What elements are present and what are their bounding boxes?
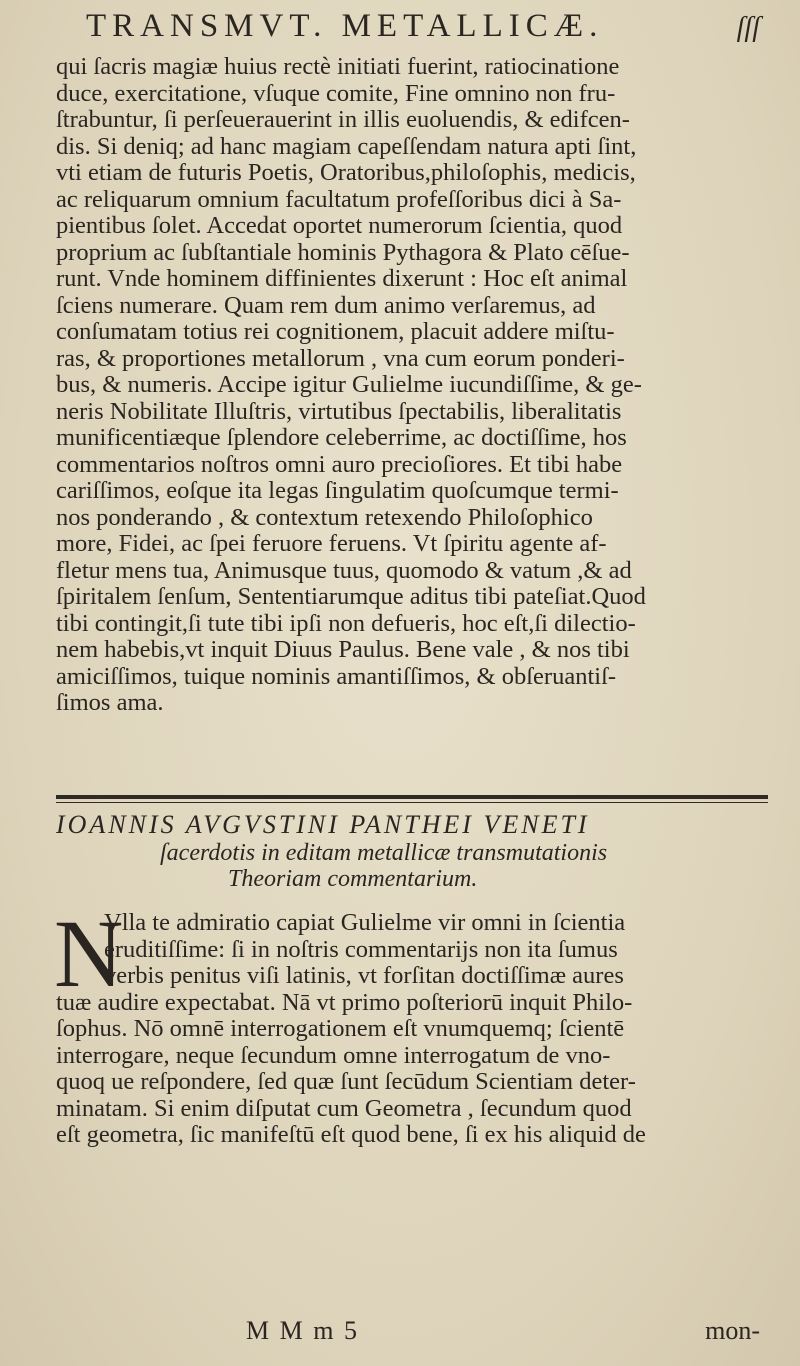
text-line: vti etiam de futuris Poetis, Oratoribus,philoſophis, medicis, — [56, 159, 636, 186]
page-number: ſſſ — [736, 12, 760, 43]
text-line: tibi contingit,ſi tute tibi ipſi non defueris, hoc eſt,ſi dilectio- — [56, 609, 636, 637]
text-line: commentarios noſtros omni auro precioſiores. Et tibi habe — [56, 450, 623, 478]
text-line: ras, & proportiones metallorum , vna cum eorum ponderi- — [56, 344, 625, 372]
text-line: more, Fidei, ac ſpei feruore feruens. Vt ſpiritu agente af- — [56, 530, 607, 557]
chapter-heading-author: IOANNIS AVGVSTINI PANTHEI VENETI — [56, 810, 590, 839]
text-line: dis. Si deniq; ad hanc magiam capeſſendam natura apti ſint, — [56, 132, 637, 160]
catchword: mon- — [705, 1316, 760, 1345]
text-line: verbis penitus viſi latinis, vt forſitan doctiſſimæ aures — [104, 962, 624, 989]
text-line: ac reliquarum omnium facultatum profeſſoribus dici à Sa- — [56, 185, 622, 213]
text-line: ſciens numerare. Quam rem dum animo verſaremus, ad — [56, 291, 596, 319]
text-line: runt. Vnde hominem diffinientes dixerunt : Hoc eſt animal — [56, 265, 628, 292]
section-divider-thick — [56, 795, 768, 799]
text-line: eruditiſſime: ſi in noſtris commentarijs non ita ſumus — [104, 935, 618, 963]
text-line: fletur mens tua, Animusque tuus, quomodo & vatum ,& ad — [56, 556, 632, 584]
text-line: nos ponderando , & contextum retexendo Philoſophico — [56, 503, 593, 531]
text-line: ſophus. Nō omnē interrogationem eſt vnumquemq; ſcientē — [56, 1015, 625, 1042]
chapter-heading-subtitle: ſacerdotis in editam metallicæ transmutationis — [160, 840, 608, 866]
text-line: bus, & numeris. Accipe igitur Gulielme iucundiſſime, & ge- — [56, 371, 642, 398]
text-line: eſt geometra, ſic manifeſtū eſt quod bene, ſi ex his aliquid de — [56, 1121, 646, 1148]
text-line: qui ſacris magiæ huius rectè initiati fuerint, ratiocinatione — [56, 53, 620, 80]
text-line: ſimos ama. — [56, 689, 164, 716]
body-text-section1 — [56, 54, 770, 717]
running-head-title: TRANSMVT. METALLICÆ. — [86, 8, 604, 44]
text-line: tuæ audire expectabat. Nā vt primo poſteriorū inquit Philo- — [56, 988, 633, 1016]
running-head — [70, 8, 770, 48]
text-line: nem habebis,vt inquit Diuus Paulus. Bene vale , & nos tibi — [56, 636, 630, 663]
page-footer — [56, 1316, 770, 1346]
text-line: conſumatam totius rei cognitionem, placuit addere miſtu- — [56, 318, 615, 345]
signature-mark: M M m 5 — [246, 1316, 359, 1345]
text-line: neris Nobilitate Illuſtris, virtutibus ſpectabilis, liberalitatis — [56, 397, 622, 425]
text-line: pientibus ſolet. Accedat oportet numerorum ſcientia, quod — [56, 212, 623, 239]
text-line: quoq ue reſpondere, ſed quæ ſunt ſecūdum Scientiam deter- — [56, 1068, 636, 1095]
text-line: cariſſimos, eoſque ita legas ſingulatim quoſcumque termi- — [56, 477, 619, 504]
text-line: ſpiritalem ſenſum, Sententiarumque aditus tibi pateſiat.Quod — [56, 583, 646, 610]
text-line: munificentiæque ſplendore celeberrime, ac doctiſſime, hos — [56, 424, 627, 451]
text-line: proprium ac ſubſtantiale hominis Pythagora & Plato cēſue- — [56, 238, 630, 266]
section-divider-thin — [56, 802, 768, 803]
text-line: Vlla te admiratio capiat Gulielme vir omni in ſcientia — [104, 909, 626, 936]
text-line: amiciſſimos, tuique nominis amantiſſimos, & obſeruantiſ- — [56, 662, 617, 690]
body-text-section2 — [54, 900, 770, 1149]
text-line: minatam. Si enim diſputat cum Geometra , ſecundum quod — [56, 1094, 632, 1122]
text-line: interrogare, neque ſecundum omne interrogatum de vno- — [56, 1041, 611, 1069]
drop-capital: N — [54, 900, 124, 1007]
text-line: ſtrabuntur, ſi perſeuerauerint in illis euoluendis, & edifcen- — [56, 106, 630, 133]
chapter-heading-title: Theoriam commentarium. — [228, 866, 478, 892]
text-line: duce, exercitatione, vſuque comite, Fine omnino non fru- — [56, 79, 616, 107]
